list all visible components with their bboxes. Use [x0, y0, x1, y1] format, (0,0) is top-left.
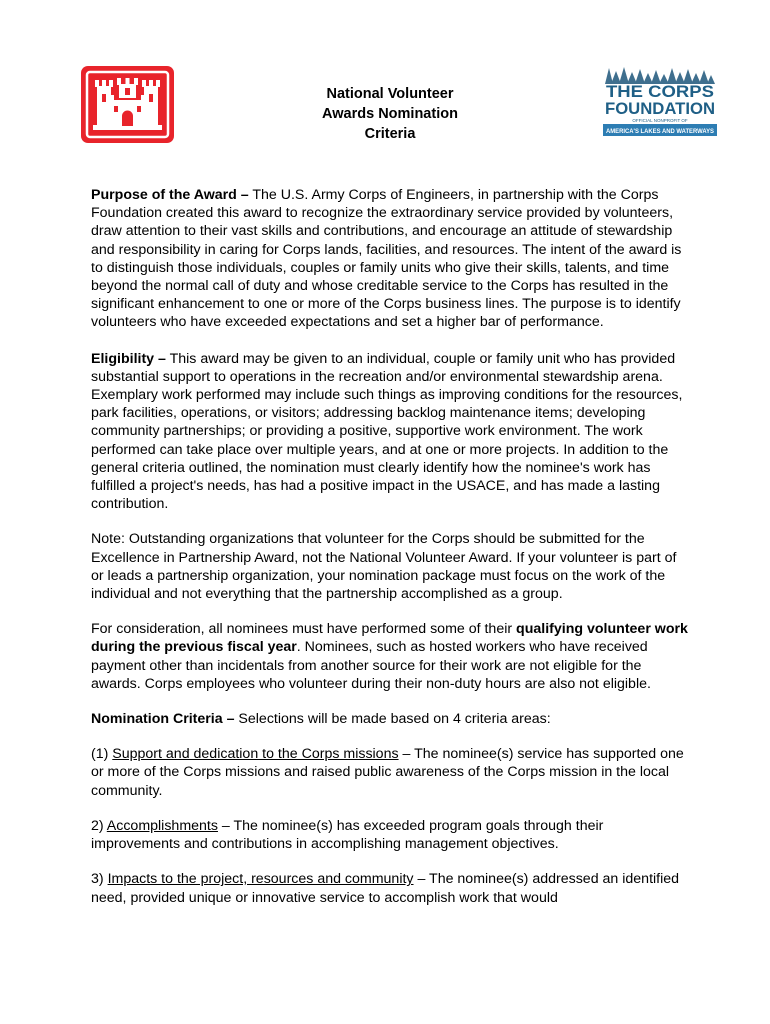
- criteria-item-text: – The nominee(s) addressed an identified need, provided unique or innovative service to accomplish work that would: [91, 871, 680, 906]
- criteria-item-prefix: 3): [91, 871, 108, 888]
- criteria-item-prefix: 2): [91, 817, 107, 834]
- consideration-text-after: . Nominees, such as hosted workers who have received payment other than incidentals from another source for their work are not eligible for the awards. Corps employees who volunteer during their non-duty hours are also not eligible.: [91, 639, 651, 692]
- purpose-heading: Purpose of the Award –: [91, 187, 249, 203]
- criteria-item-text: – The nominee(s) service has supported one or more of the Corps missions and raised public awareness of the Corps mission in the local community.: [91, 746, 684, 799]
- note-paragraph: Note: Outstanding organizations that volunteer for the Corps should be submitted for the Excellence in Partnership Award, not the National Volunteer Award. If your volunteer is part of or leads a partnership organization, your nomination package must focus on the work of the individual and not everything that the partnership accomplished as a group.: [91, 531, 677, 603]
- eligibility-text: This award may be given to an individual, couple or family unit who has provided substantial support to operations in the recreation and/or environmental stewardship arena. Exemplary work performed may include such things as improving conditions for the resources, park facilities, operations, or visitors; addressing backlog maintenance items; developing community partnerships; or providing a positive, supportive work environment. The work performed can take place over multiple years, and at one or more projects. In addition to the general criteria outlined, the nomination must clearly identify how the nominee's work has fulfilled a project's needs, has had a positive impact in the USACE, and has made a lasting contribution.: [91, 350, 683, 513]
- criteria-item-title: Accomplishments: [106, 817, 218, 834]
- criteria-text: Selections will be made based on 4 criteria areas:: [234, 711, 551, 728]
- criteria-item-1: [91, 745, 691, 800]
- title-line-3: Criteria: [364, 126, 416, 142]
- document-title: [270, 84, 510, 144]
- criteria-item-title: Impacts to the project, resources and community: [107, 871, 414, 888]
- criteria-item-title: Support and dedication to the Corps missions: [112, 746, 399, 763]
- consideration-text-before: For consideration, all nominees must have performed some of their: [91, 621, 517, 638]
- foundation-logo-line1: THE CORPS: [606, 82, 714, 101]
- criteria-paragraph: [91, 710, 691, 728]
- criteria-item-prefix: (1): [91, 746, 113, 763]
- purpose-text: The U.S. Army Corps of Engineers, in partnership with the Corps Foundation created this award to recognize the extraordinary service provided by volunteers, draw attention to their vast skills and contributions, and encourage an attitude of stewardship and responsibility in caring for Corps lands, facilities, and resources. The intent of the award is to distinguish those individuals, couples or family units who give their skills, talents, and time beyond the normal call of duty and whose creditable service to the Corps has resulted in the significant enhancement to one or more of the Corps business lines. The purpose is to identify volunteers who have exceeded expectations and set a higher bar of performance.: [91, 187, 682, 331]
- foundation-logo-line2: FOUNDATION: [605, 99, 715, 118]
- consideration-bold: qualifying volunteer work during the previous fiscal year: [91, 621, 688, 656]
- criteria-item-text: – The nominee(s) has exceeded program goals through their improvements and contributions in accomplishing management objectives.: [91, 817, 604, 853]
- castle-icon: [81, 66, 174, 143]
- eligibility-paragraph: [91, 350, 691, 514]
- criteria-item-2: [91, 817, 691, 853]
- criteria-item-3: [91, 870, 691, 906]
- consideration-paragraph: [91, 620, 691, 693]
- foundation-logo-banner: AMERICA'S LAKES AND WATERWAYS: [606, 128, 715, 135]
- eligibility-heading: Eligibility –: [91, 350, 166, 367]
- corps-foundation-logo: [603, 66, 717, 140]
- document-body: [91, 186, 691, 924]
- title-line-1: National Volunteer: [326, 86, 454, 102]
- purpose-paragraph: [91, 186, 691, 332]
- title-line-2: Awards Nomination: [322, 106, 458, 122]
- usace-castle-logo: [81, 66, 174, 143]
- foundation-logo-tagline: OFFICIAL NONPROFIT OF: [632, 118, 688, 123]
- criteria-heading: Nomination Criteria –: [91, 711, 235, 728]
